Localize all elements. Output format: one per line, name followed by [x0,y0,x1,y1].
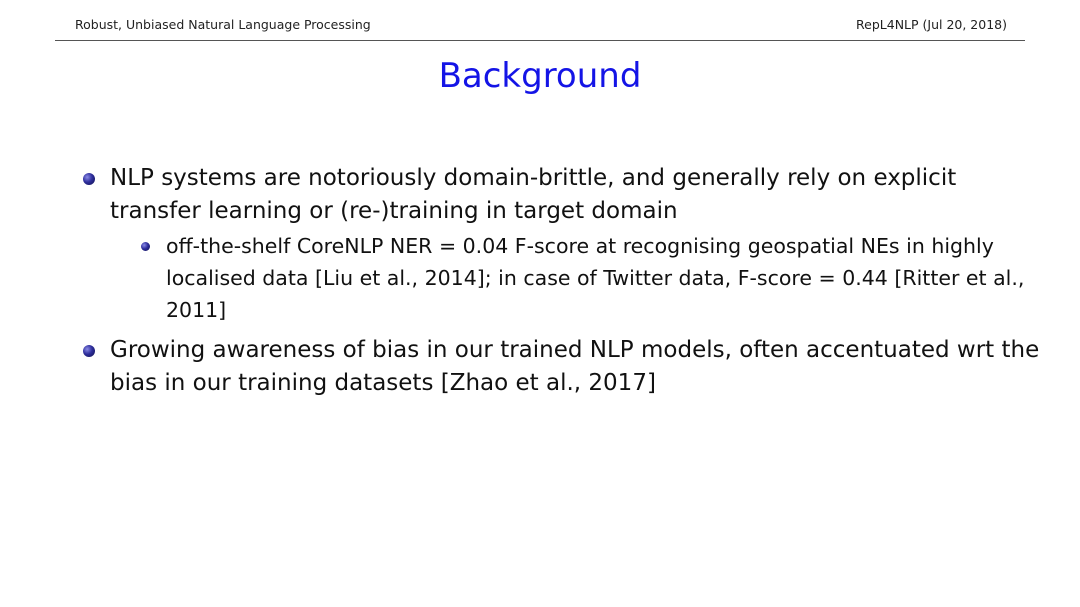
ball-bullet-icon [141,242,150,251]
bullet-item [80,162,1040,326]
ball-bullet-icon [83,345,95,357]
slide-content [80,162,1040,400]
slide-title: Background [438,56,642,96]
ball-bullet-icon [83,173,95,185]
header-divider [55,40,1025,41]
sub-bullet-item [110,230,1046,326]
bullet-text: Growing awareness of bias in our trained NLP models, often accentuated wrt the bias in our training datasets [Zhao et al., 2017] [110,337,1040,396]
bullet-text: NLP systems are notoriously domain-brittle, and generally rely on explicit transfer learning or (re-)training in target domain [110,165,957,224]
bullet-item [80,334,1040,400]
header-presentation-title: Robust, Unbiased Natural Language Processing [75,17,371,32]
slide-header [0,0,1080,42]
sub-bullet-text: off-the-shelf CoreNLP NER = 0.04 F-score at recognising geospatial NEs in highly localised data [Liu et al., 2014]; in case of Twitter data, F-score = 0.44 [Ritter et al., 2011] [166,234,1025,322]
header-event-date: RepL4NLP (Jul 20, 2018) [856,17,1007,32]
